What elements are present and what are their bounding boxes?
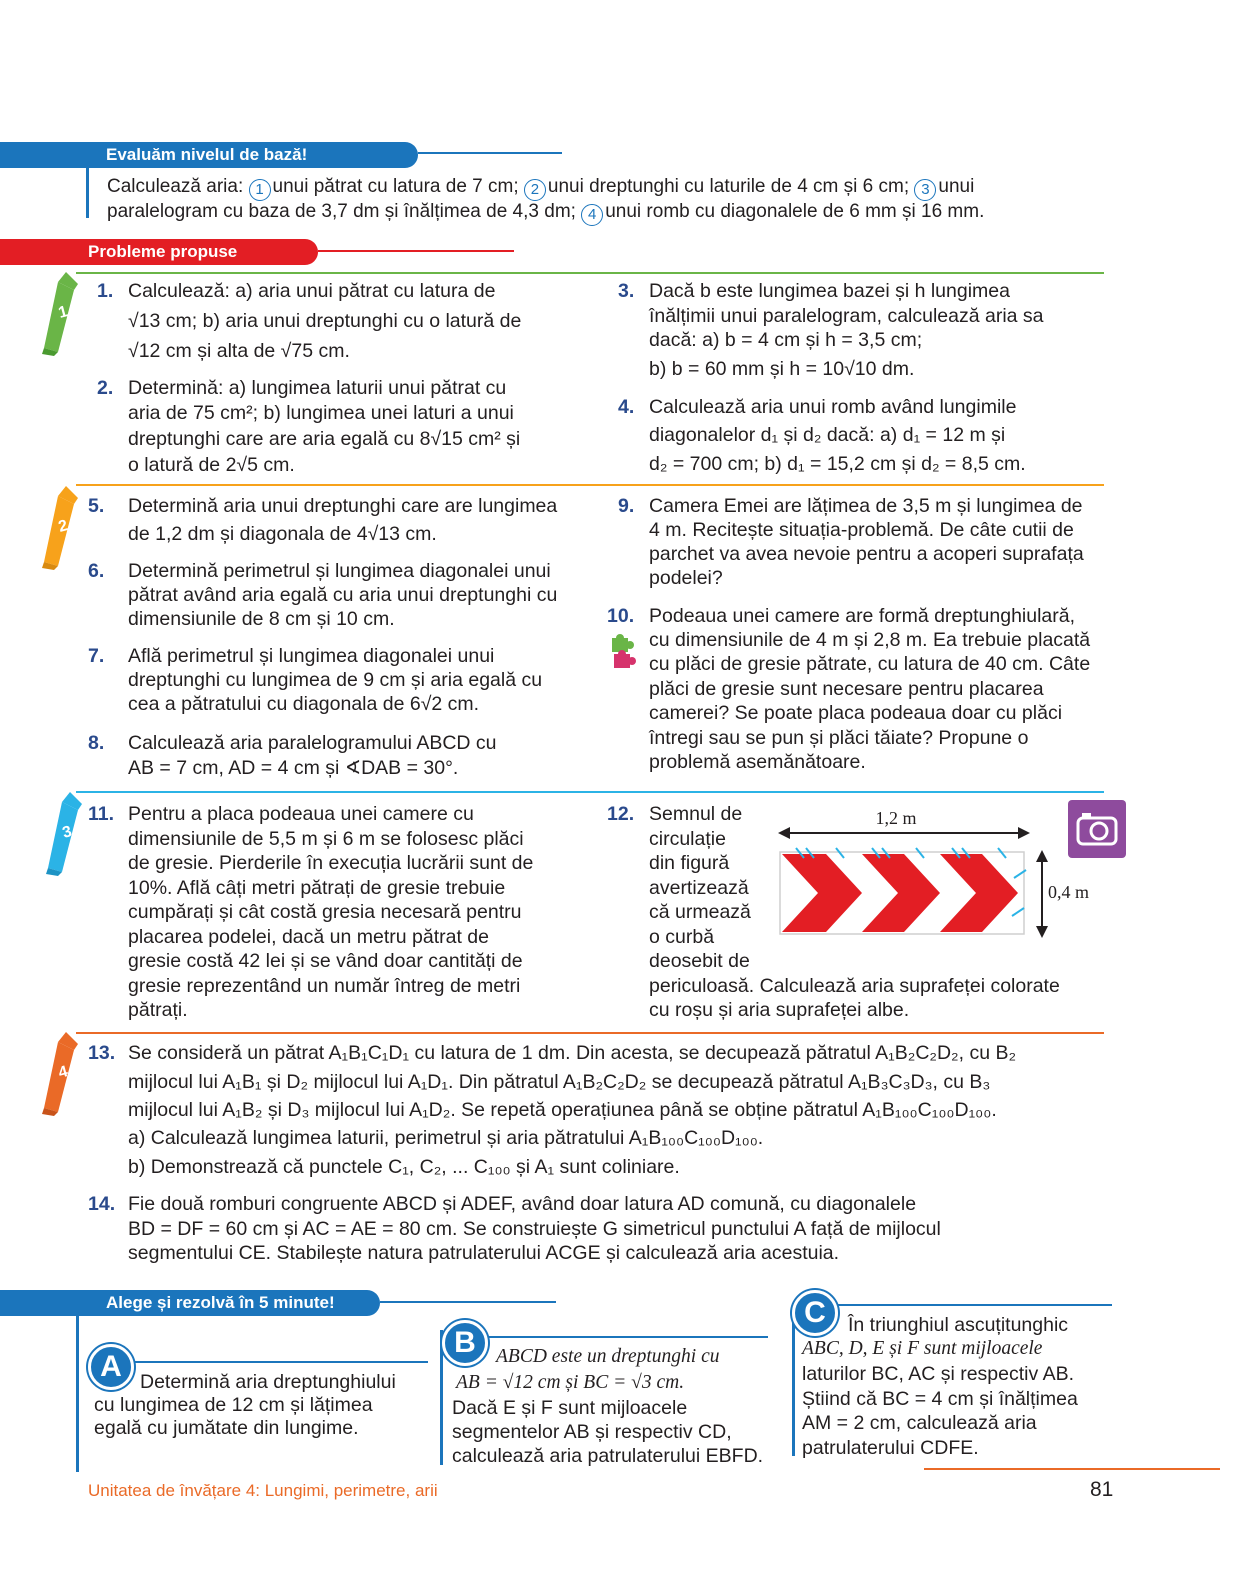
choice-a-top-rule: [112, 1361, 428, 1363]
choice-b-line-2: AB = √12 cm și BC = √3 cm.: [456, 1372, 685, 1393]
evaluam-left-bar: [86, 168, 89, 218]
problem-4-number: 4.: [618, 396, 635, 418]
page-number: 81: [1090, 1478, 1114, 1501]
choice-c-top-rule: [826, 1304, 1112, 1306]
problem-2-line-3: dreptunghi care are aria egală cu 8√15 cm² și: [128, 428, 521, 450]
problem-11-line-2: dimensiunile de 5,5 m și 6 m se folosesc plăci: [128, 828, 524, 850]
choice-c-line-2: ABC, D, E și F sunt mijloacele: [802, 1338, 1043, 1359]
problem-12-line-2: circulație: [649, 828, 726, 850]
problem-9-line-1: Camera Emei are lățimea de 3,5 m și lungimea de: [649, 495, 1083, 517]
svg-text:3: 3: [60, 823, 74, 842]
problem-1-line-2: √13 cm; b) aria unui dreptunghi cu o latură de: [128, 310, 522, 332]
choice-b-line-1: ABCD este un dreptunghi cu: [496, 1346, 720, 1367]
choice-a-left-bar: [76, 1316, 79, 1472]
problem-2-line-1: Determină: a) lungimea laturii unui pătrat cu: [128, 377, 507, 399]
problem-10-line-3: cu plăci de gresie pătrate, cu latura de 40 cm. Câte: [649, 653, 1091, 675]
problem-9-line-4: podelei?: [649, 567, 723, 589]
choice-b-line-4: segmentelor AB și respectiv CD,: [452, 1421, 732, 1443]
problem-12-line-1: Semnul de: [649, 803, 743, 825]
problem-11-line-6: placarea podelei, dacă un metru pătrat de: [128, 926, 489, 948]
problem-11-line-3: de gresie. Pierderile în execuția lucrării sunt de: [128, 852, 534, 874]
problem-4-line-3: d₂ = 700 cm; b) d₁ = 15,2 cm și d₂ = 8,5 cm.: [649, 453, 1026, 475]
problem-7-line-2: dreptunghi cu lungimea de 9 cm și aria egală cu: [128, 669, 543, 691]
problem-8-line-1: Calculează aria paralelogramului ABCD cu: [128, 732, 497, 754]
choice-c-line-5: AM = 2 cm, calculează aria: [802, 1412, 1037, 1434]
banner-evaluam-text: Evaluăm nivelul de bază!: [106, 145, 308, 164]
choice-b-badge: B: [442, 1320, 488, 1366]
problem-10-line-4: plăci de gresie sunt necesare pentru placarea: [649, 678, 1044, 700]
choice-c-line-1: În triunghiul ascuțitunghic: [848, 1314, 1069, 1336]
problem-10-number: 10.: [607, 605, 635, 627]
level-3-rule: [76, 791, 1104, 793]
problem-12-line-7: deosebit de: [649, 950, 750, 972]
svg-text:4: 4: [56, 1063, 70, 1082]
problem-3-line-1: Dacă b este lungimea bazei și h lungimea: [649, 280, 1010, 302]
crayon-level-1-icon: [36, 270, 86, 356]
problem-8-number: 8.: [88, 732, 105, 754]
choice-b-line-3: Dacă E și F sunt mijloacele: [452, 1397, 688, 1419]
problem-9-number: 9.: [618, 495, 635, 517]
problem-14-line-2: BD = DF = 60 cm și AC = AE = 80 cm. Se construiește G simetricul punctului A față de mijlocul: [128, 1218, 941, 1240]
problem-7-line-1: Află perimetrul și lungimea diagonalei unui: [128, 645, 495, 667]
evaluam-line-2: paralelogram cu baza de 3,7 dm și înălțimea de 4,3 dm; 4 unui romb cu diagonalele de 6 mm și 16 mm.: [107, 200, 1237, 226]
crayon-level-4-icon: [36, 1030, 86, 1116]
problem-11-line-9: pătrați.: [128, 999, 188, 1021]
problem-11-line-8: gresie reprezentând un număr întreg de metri: [128, 975, 521, 997]
svg-text:2: 2: [56, 517, 70, 536]
evaluam-line-1: Calculează aria: 1 unui pătrat cu latura de 7 cm; 2 unui dreptunghi cu laturile de 4 cm și 6 cm; 3 unui: [107, 175, 1237, 201]
footer-unit-title: Unitatea de învățare 4: Lungimi, perimetre, arii: [88, 1481, 438, 1500]
problem-2-line-2: aria de 75 cm²; b) lungimea unei laturi a unui: [128, 402, 514, 424]
problem-13-number: 13.: [88, 1042, 116, 1064]
banner-probleme-text: Probleme propuse: [88, 242, 238, 261]
level-4-rule: [76, 1032, 1104, 1034]
choice-c-line-3: laturilor BC, AC și respectiv AB.: [802, 1363, 1075, 1385]
problem-14-line-1: Fie două romburi congruente ABCD și ADEF, având doar latura AD comună, cu diagonalele: [128, 1193, 917, 1215]
problem-1-number: 1.: [97, 280, 114, 302]
banner-probleme: [0, 239, 318, 265]
problem-9-line-2: 4 m. Recitește situația-problemă. De câte cutii de: [649, 519, 1074, 541]
problem-11-line-7: gresie costă 42 lei și se vând doar cantități de: [128, 950, 523, 972]
problem-10-line-1: Podeaua unei camere are formă dreptunghiulară,: [649, 605, 1076, 627]
problem-9-line-3: parchet va avea nevoie pentru a acoperi suprafața: [649, 543, 1084, 565]
problem-13-line-3: mijlocul lui A₁B₂ și D₃ mijlocul lui A₁D₂. Se repetă operațiunea până se obține pătratul A₁B₁₀₀C₁₀₀D₁₀₀.: [128, 1099, 997, 1121]
problem-14-number: 14.: [88, 1193, 116, 1215]
crayon-level-2-icon: [36, 484, 86, 570]
choice-c-badge: C: [792, 1290, 838, 1336]
problem-4-line-1: Calculează aria unui romb având lungimile: [649, 396, 1017, 418]
choice-a-line-3: egală cu jumătate din lungime.: [94, 1417, 359, 1439]
problem-6-line-3: dimensiunile de 8 cm și 10 cm.: [128, 608, 395, 630]
banner-alege-text: Alege și rezolvă în 5 minute!: [106, 1293, 335, 1312]
problem-5-line-2: de 1,2 dm și diagonala de 4√13 cm.: [128, 523, 437, 545]
problem-10-line-7: problemă asemănătoare.: [649, 751, 866, 773]
puzzle-icon: [608, 634, 638, 674]
footer-rule: [924, 1468, 1220, 1470]
problem-4-line-2: diagonalelor d₁ și d₂ dacă: a) d₁ = 12 m și: [649, 424, 1006, 446]
problem-12-line-8: periculoasă. Calculează aria suprafeței colorate: [649, 975, 1060, 997]
problem-12-line-4: avertizează: [649, 877, 749, 899]
problem-12-line-5: că urmează: [649, 901, 751, 923]
problem-12-line-9: cu roșu și aria suprafeței albe.: [649, 999, 910, 1021]
problem-10-line-2: cu dimensiunile de 4 m și 2,8 m. Ea trebuie placată: [649, 629, 1091, 651]
choice-a-badge: A: [88, 1344, 134, 1390]
problem-5-number: 5.: [88, 495, 105, 517]
problem-13-line-2: mijlocul lui A₁B₁ și D₂ mijlocul lui A₁D₁. Din pătratul A₁B₂C₂D₂ se decupează pătratul A₁B₃C₃D₃, cu B₃: [128, 1071, 991, 1093]
problem-10-line-6: întregi sau se pun și plăci tăiate? Propune o: [649, 727, 1029, 749]
problem-6-number: 6.: [88, 560, 105, 582]
circle-4: 4: [581, 204, 603, 226]
circle-3: 3: [914, 179, 936, 201]
problem-6-line-2: pătrat având aria egală cu aria unui dreptunghi cu: [128, 584, 558, 606]
problem-3-line-3: dacă: a) b = 4 cm și h = 3,5 cm;: [649, 329, 923, 351]
problem-13-line-5: b) Demonstrează că punctele C₁, C₂, ... C₁₀₀ și A₁ sunt coliniare.: [128, 1156, 680, 1178]
problem-2-number: 2.: [97, 377, 114, 399]
choice-a-line-2: cu lungimea de 12 cm și lățimea: [94, 1394, 373, 1416]
problem-7-line-3: cea a pătratului cu diagonala de 6√2 cm.: [128, 693, 480, 715]
problem-6-line-1: Determină perimetrul și lungimea diagonalei unui: [128, 560, 551, 582]
problem-12-line-3: din figură: [649, 852, 730, 874]
crayon-level-3-icon: [40, 790, 90, 876]
banner-evaluam-rule: [418, 152, 562, 154]
problem-8-line-2: AB = 7 cm, AD = 4 cm și ∢DAB = 30°.: [128, 757, 459, 779]
sign-height-label: 0,4 m: [1048, 882, 1090, 902]
problem-2-line-4: o latură de 2√5 cm.: [128, 454, 295, 476]
road-sign-figure: [776, 808, 1106, 938]
problem-3-line-2: înălțimii unui paralelogram, calculează aria sa: [649, 305, 1044, 327]
problem-11-line-1: Pentru a placa podeaua unei camere cu: [128, 803, 474, 825]
banner-evaluam: [0, 142, 418, 168]
circle-2: 2: [524, 179, 546, 201]
circle-1: 1: [249, 179, 271, 201]
choice-c-line-6: patrulaterului CDFE.: [802, 1437, 979, 1459]
problem-11-number: 11.: [88, 803, 115, 825]
choice-c-left-bar: [792, 1306, 795, 1456]
banner-alege: [0, 1290, 380, 1316]
sign-width-label: 1,2 m: [875, 808, 917, 828]
problem-12-number: 12.: [607, 803, 635, 825]
choice-a-line-1: Determină aria dreptunghiului: [140, 1371, 396, 1393]
problem-1-line-3: √12 cm și alta de √75 cm.: [128, 340, 350, 362]
camera-icon: [1068, 800, 1126, 858]
banner-alege-rule: [380, 1301, 556, 1303]
choice-b-line-5: calculează aria patrulaterului EBFD.: [452, 1445, 764, 1467]
level-2-rule: [76, 484, 1104, 486]
problem-13-line-1: Se consideră un pătrat A₁B₁C₁D₁ cu latura de 1 dm. Din acesta, se decupează pătratul A₁B₂C₂D₂, cu B₂: [128, 1042, 1017, 1064]
problem-5-line-1: Determină aria unui dreptunghi care are lungimea: [128, 495, 558, 517]
choice-b-top-rule: [474, 1336, 768, 1338]
problem-12-line-6: o curbă: [649, 926, 715, 948]
level-1-rule: [76, 272, 1104, 274]
banner-probleme-rule: [318, 250, 514, 252]
problem-7-number: 7.: [88, 645, 105, 667]
problem-3-line-4: b) b = 60 mm și h = 10√10 dm.: [649, 358, 915, 380]
problem-11-line-4: 10%. Află câți metri pătrați de gresie trebuie: [128, 877, 506, 899]
problem-3-number: 3.: [618, 280, 635, 302]
problem-10-line-5: camerei? Se poate placa podeaua doar cu plăci: [649, 702, 1063, 724]
choice-c-line-4: Știind că BC = 4 cm și înălțimea: [802, 1388, 1078, 1410]
problem-14-line-3: segmentului CE. Stabilește natura patrulaterului ACGE și calculează aria acestuia.: [128, 1242, 840, 1264]
problem-1-line-1: Calculează: a) aria unui pătrat cu latura de: [128, 280, 496, 302]
problem-13-line-4: a) Calculează lungimea laturii, perimetrul și aria pătratului A₁B₁₀₀C₁₀₀D₁₀₀.: [128, 1127, 764, 1149]
problem-11-line-5: cumpărați și cât costă gresia necesară pentru: [128, 901, 522, 923]
svg-text:1: 1: [56, 303, 70, 322]
